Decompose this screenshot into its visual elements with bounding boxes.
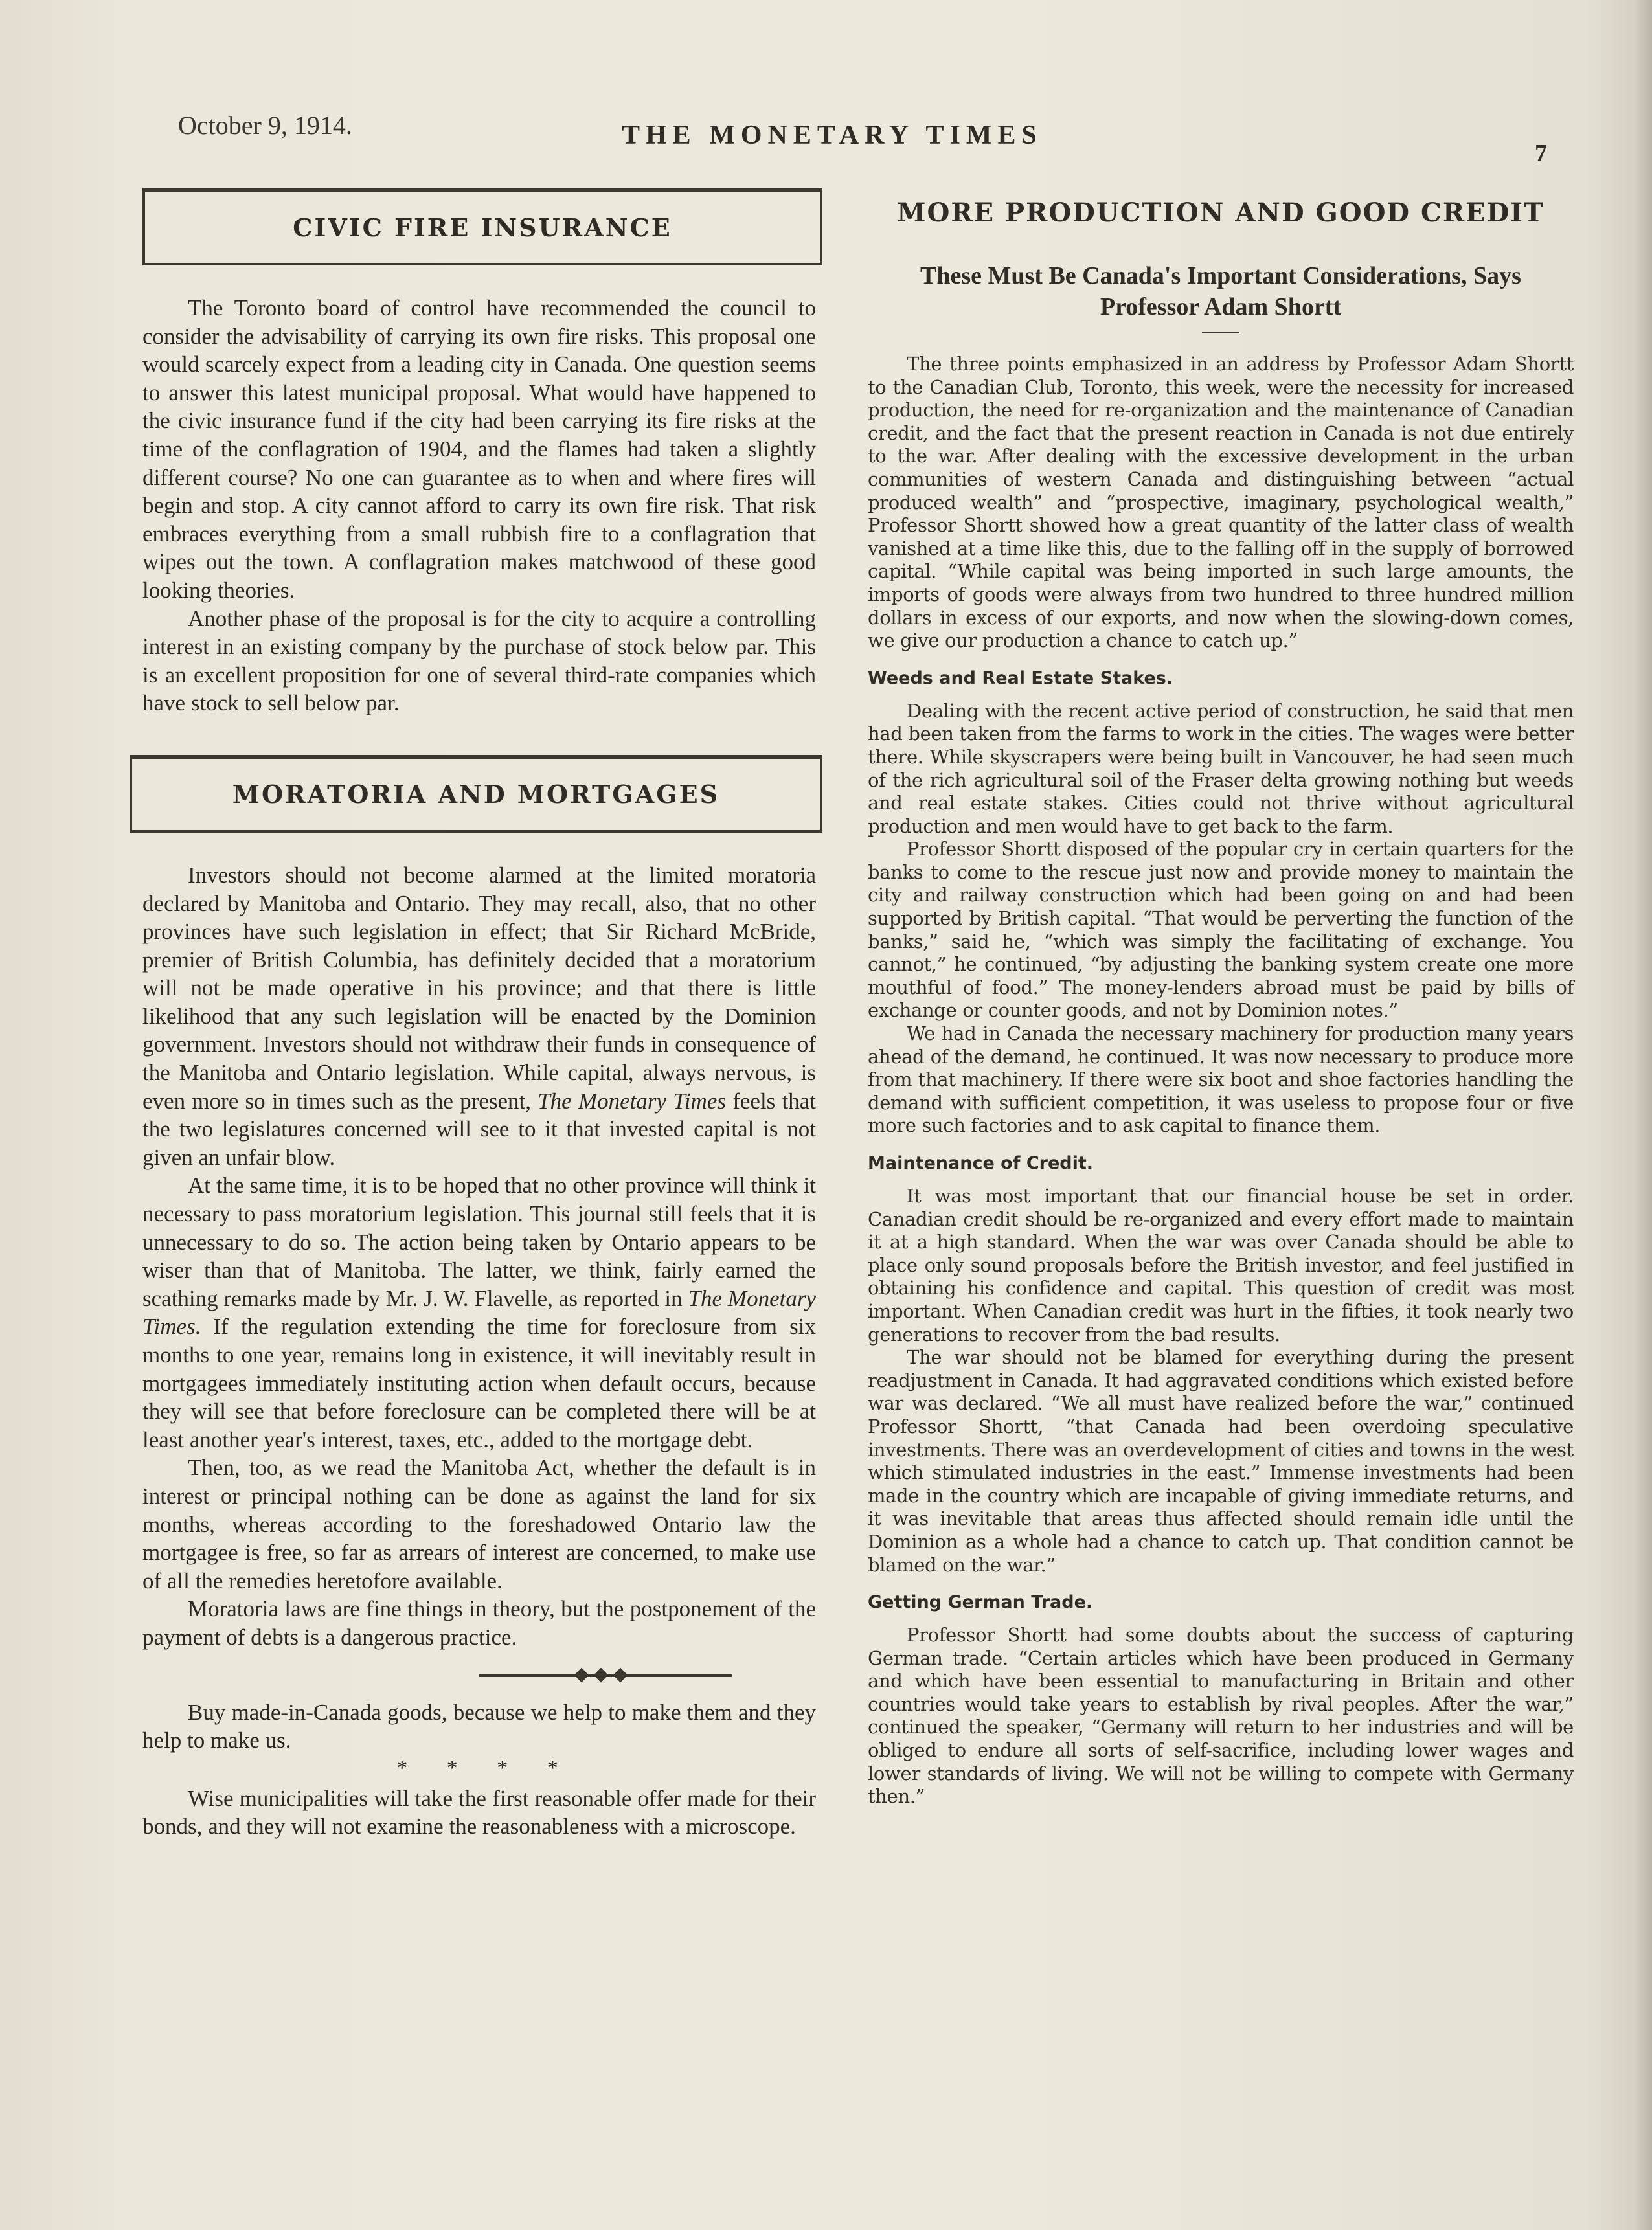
issue-date: October 9, 1914. [178,111,352,140]
page-number: 7 [1535,140,1547,167]
moratoria-p1-text: Investors should not become alarmed at the limited moratoria declared by Manitoba and Ontario. They may recall, also, that no other provinces have such legislation in effect; that Sir Richard McBride, premier of British Columbia, has definitely decided that a moratorium will not be made operative in his province; and that there is little likelihood that any such legislation will be enacted by the Dominion government. Investors should not withdraw their funds in consequence of the Manitoba and Ontario legislation. While capital, always nervous, is even more so in times such as the present, [142,862,816,1114]
municipalities-note: Wise municipalities will take the first reasonable offer made for their bonds, and they will not examine the reasonableness with a microscope. [142,1785,816,1840]
moratoria-p2-text: At the same time, it is to be hoped that no other province will think it necessary to pass moratorium legislation. This journal still feels that it is unnecessary to do so. The action being taken by Ontario appears to be wiser than that of Manitoba. The latter, we think, fairly earned the scathing remarks made by Mr. J. W. Flavelle, as reported in [142,1173,816,1311]
moratoria-p2-text-end: If the regulation extending the time for foreclosure from six months to one year, remains long in existence, it will inevitably result in mortgagees immediately instituting action when default occurs, because they will see that before foreclosure can be completed there will be at least another year's interest, taxes, etc., added to the mortgage debt. [142,1314,816,1452]
german-trade-paragraph: Professor Shortt had some doubts about the success of capturing German trade. “Certain articles which have been produced in Germany and which have been essential to manufacturing in Britain and other countries would take years to establish by rival peoples. After the war,” continued the speaker, “Germany will return to her industries and will be obliged to endure all sorts of self-sacrifice, including lower wages and lower standards of living. We will not be willing to compete with Germany then.” [868,1624,1574,1808]
moratoria-paragraph-1 [130,861,822,1172]
publication-title: THE MONETARY TIMES [622,120,1043,150]
moratoria-paragraph-2 [130,1171,822,1454]
weeds-section-heading: Weeds and Real Estate Stakes. [868,668,1173,688]
weeds-paragraph-2: Professor Shortt disposed of the popular cry in certain quarters for the banks to come to the rescue just now and provide money to maintain the city and railway construction which had been going on and had been supported by British capital. “That would be perverting the function of the banks,” said he, “which was simply the facilitating of exchange. You cannot,” he continued, “by adjusting the banking system create one more mouthful of food.” The money-lenders abroad must be paid by bills of exchange or counter goods, and not by Dominion notes.” [868,838,1574,1022]
moratoria-p1-text-end: feels that the two legislatures concerned will see to it that invested capital is not given an unfair blow. [142,1088,817,1170]
monetary-times-italic-2: The Monetary Times. [142,1285,816,1340]
weeds-paragraph-1: Dealing with the recent active period of construction, he said that men had been taken from the farms to work in the cities. The wages were better there. While skyscrapers were being built in Vancouver, he had seen much of the rich agricultural soil of the Fraser delta growing nothing but weeds and real estate stakes. Cities could not thrive without agricultural production and men would have to get back to the farm. [868,699,1574,837]
buy-canada-note: Buy made-in-Canada goods, because we help to make them and they help to make us. [142,1699,816,1753]
civic-paragraph-1: The Toronto board of control have recommended the council to consider the advisability of carrying its own fire risks. This proposal one would scarcely expect from a leading city in Canada. One question seems to answer this latest municipal proposal. What would have happened to the civic insurance fund if the city had been carrying its fire risks at the time of the conflagration of 1904, and the flames had taken a slightly different course? No one can guarantee as to when and where fires will begin and stop. A city cannot afford to carry its own fire risk. That risk embraces everything from a small rubbish fire to a conflagration that wipes out the town. A conflagration makes matchwood of these good looking theories. [142,295,816,603]
credit-paragraph-1: It was most important that our financial house be set in order. Canadian credit should be re-organized and every effort made to maintain it at a high standard. When the war was over Canada should be able to place only sound proposals before the British investor, and feel justified in obtaining his confidence and capital. This question of credit was most important. When Canadian credit was hurt in the fifties, it took nearly two generations to recover from the bad results. [868,1185,1574,1346]
monetary-times-italic: The Monetary Times [537,1088,726,1114]
weeds-paragraph-3: We had in Canada the necessary machinery for production many years ahead of the demand, he continued. It was now necessary to produce more from that machinery. If there were six boot and shoe factories handling the demand with sufficient competition, it was useless to propose four or five more such factories and to ask capital to finance them. [868,1022,1574,1137]
page-edge [1633,0,1652,2230]
short-rule [1202,332,1239,333]
intro-paragraph: The three points emphasized in an address by Professor Adam Shortt to the Canadian Club, Toronto, this week, were the necessity for increased production, the need for re-organization and the maintenance of Canadian credit, and the fact that the present reaction in Canada is not due entirely to the war. After dealing with the excessive development in the urban communities of western Canada and distinguishing between “actual produced wealth” and “prospective, imaginary, psychological wealth,” Professor Shortt showed how a great quantity of the latter class of wealth vanished at a time like this, due to the falling off in the supply of borrowed capital. “While capital was being imported in such large amounts, the imports of goods were always from two hundred to three hundred million dollars in excess of our exports, and now when the slowing-down comes, we give our production a chance to catch up.” [868,353,1574,652]
moratoria-paragraph-3: Then, too, as we read the Manitoba Act, whether the default is in interest or principal nothing can be done as against the land for six months, whereas according to the foreshadowed Ontario law the mortgagee is free, so far as arrears of interest are concerned, to make use of all the remedies heretofore available. [142,1455,816,1594]
moratoria-heading: MORATORIA AND MORTGAGES [130,755,822,833]
right-column [868,197,1574,1808]
production-credit-heading: MORE PRODUCTION AND GOOD CREDIT [897,197,1545,228]
credit-section-heading: Maintenance of Credit. [868,1153,1094,1173]
article-subheading: These Must Be Canada's Important Considerations, Says Professor Adam Shortt [920,262,1521,321]
credit-paragraph-2: The war should not be blamed for everything during the present readjustment in Canada. It had aggravated conditions which existed before war was declared. “We all must have realized before the war,” continued Professor Shortt, “that Canada had been overdoing speculative investments. There was an overdevelopment of cities and towns in the west which stimulated industries in the east.” Immense investments had been made in the country which are incapable of giving immediate returns, and it was inevitable that areas thus affected should remain idle until the Dominion as a whole had a chance to catch up. That condition cannot be blamed on the war.” [868,1346,1574,1576]
german-trade-section-heading: Getting German Trade. [868,1592,1093,1613]
civic-paragraph-2: Another phase of the proposal is for the city to acquire a controlling interest in an existing company by the purchase of stock below par. This is an excellent proposition for one of several third-rate companies which have stock to sell below par. [142,605,816,716]
civic-fire-insurance-heading: CIVIC FIRE INSURANCE [142,188,822,265]
asterism: * * * * [396,1755,575,1780]
left-column [130,188,822,1841]
ornamental-divider [479,1669,732,1682]
moratoria-paragraph-4: Moratoria laws are fine things in theory, but the postponement of the payment of debts is a dangerous practice. [142,1596,816,1650]
